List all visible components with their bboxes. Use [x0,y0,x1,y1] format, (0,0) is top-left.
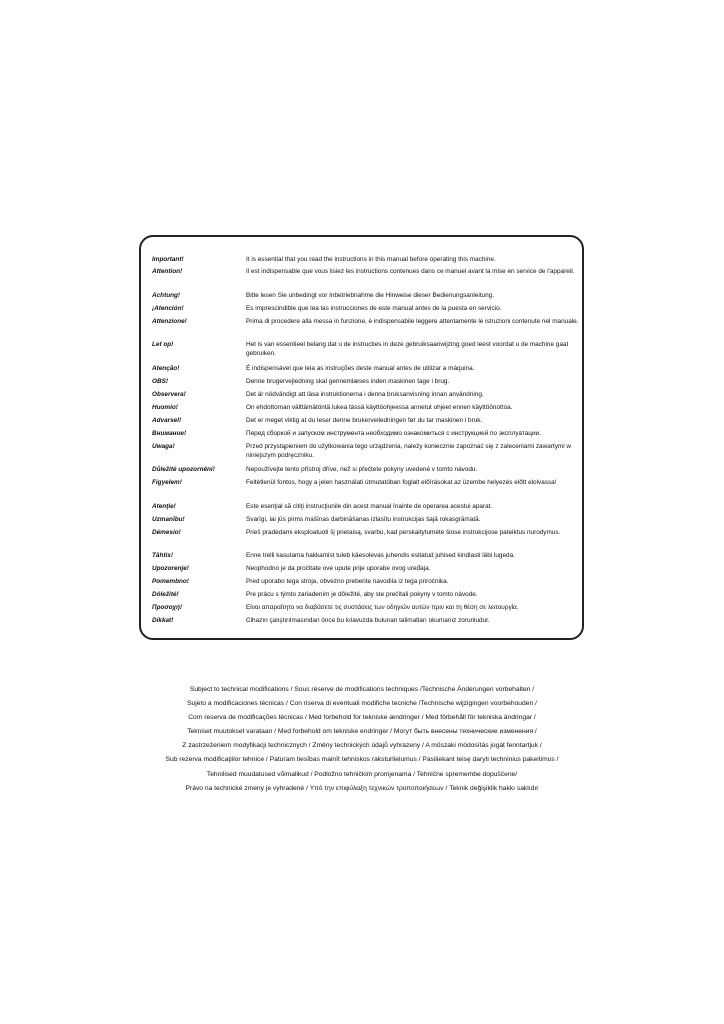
notice-label: Let op! [152,341,174,348]
notice-label: Pomembno! [152,578,189,585]
footer-line: Tehnilised muudatused võimalikud / Podložno tehničkim promjenama / Tehnične spremembe dopuščene/ [206,770,518,778]
footer-line: Z zastrzeżeniem modyfikacji technicznych / Změny technických údajů vyhrazeny / A műszaki módosítás jogát fenntartjuk / [182,742,542,750]
notice-label: Uzmanību! [152,516,185,523]
notice-label: Dikkat! [152,617,174,624]
notice-text: Het is van essentieel belang dat u de instructies in deze gebruiksaanwijzing goed leest voordat u de machine gaat gebruiken. [246,341,569,357]
notice-text: Det er meget viktig at du leser denne brukerveiledningen før du tar maskinen i bruk. [246,417,483,424]
notice-label: Dôležité! [152,591,179,598]
notice-text: Перед сборкой и запуском инструмента необходимо ознакомиться с инструкцией по эксплуатации. [246,430,541,437]
notice-label: Achtung! [152,292,181,299]
notice-label: Figyelem! [152,479,182,486]
notice-text: On ehdottoman välttämätöntä lukea tässä käyttöohjeessa annetut ohjeet ennen käyttöönottoa. [246,404,513,411]
technical-modifications-footer [0,683,724,796]
footer-line: Subject to technical modifications / Sous réserve de modifications techniques /Technische Änderungen vorbehalten / [189,686,535,693]
notice-text: Pre prácu s týmto zariadením je dôležité, aby ste prečítali pokyny v tomto návode. [246,591,478,598]
notice-text: Feltétlenül fontos, hogy a jelen használati útmutatóban foglalt előírásokat az üzembe helyezés előtt elolvassa! [246,479,557,486]
footer-line: Právo na technické zmeny je vyhradené / Υπό την επιφύλαξη τεχνικών τροποποιήσεων / Teknik değişiklik hakkı saklıdır [185,784,539,792]
notice-label: Tähtis! [152,552,173,559]
notice-label: Dėmesio! [152,529,181,536]
notice-label: OBS! [152,378,168,385]
notice-label: Attenzione! [152,318,187,325]
notice-text: Bitte lesen Sie unbedingt vor Inbetriebnahme die Hinweise dieser Bedienungsanleitung. [246,292,494,299]
notice-text: Prima di procedere alla messa in funzione, è indispensabile leggere attentamente le istruzioni contenute nel manuale. [246,318,579,325]
notice-text: É indispensável que leia as instruções deste manual antes de utilizar a máquina. [246,365,475,372]
footer-line: Tekniset muutokset varataan / Med forbehold om tekniske endringer / Могут быть внесены технические изменения / [187,728,537,736]
notice-label: Προσοχή! [152,604,183,611]
notice-text: Denne brugervejledning skal gennemlæses inden maskinen tage i brug. [246,378,450,385]
notice-text: Pred uporabo tega stroja, obvezno preberite navodila iz tega priročnika. [246,578,449,585]
notice-text: Enne trelli kasutama hakkamist tuleb käesolevas juhendis esitatud juhised kindlasti läbi lugeda. [246,552,515,559]
notice-text: Cihazın çalıştırılmasından önce bu kılavuzda bulunan talimatları okumanız zorunludur. [246,617,490,624]
footer-line: Sub rezerva modificaţiilor tehnice / Paturam tiesības mainīt tehniskos raksturlielumus / Pasiliekant teisę daryti techninius pakeitimus / [165,756,559,764]
notice-label: Huomio! [152,404,178,411]
notice-label: Внимание! [152,430,187,437]
notice-label: Observera! [152,391,186,398]
notice-label: Upozorenje! [152,565,189,572]
notice-label: Důležité upozornění! [152,466,215,473]
notice-label: Advarsel! [152,417,182,424]
notice-label: Attention! [152,268,183,275]
notice-label: ¡Atención! [152,305,184,312]
notice-text: Es imprescindible que lea las instrucciones de este manual antes de la puesta en servicio. [246,305,502,312]
notice-text: Este esenţial să citiţi instrucţiunile din acest manual înainte de operarea acestui aparat. [246,503,493,510]
notice-label: Atenţie! [152,503,176,510]
notice-text: Nepoužívejte tento přístroj dříve, než si přečtete pokyny uvedené v tomto návodu. [246,466,478,473]
footer-line: Com reserva de modificações técnicas / Med forbehold for tekniske ændringer / Med förbehåll för tekniska ändringar / [188,714,536,722]
notice-text: Przed przystąpieniem do użytkowania tego urządzenia, należy koniecznie zapoznać się z zaleceniami zawartymi w niniejszym podręczniku. [246,443,572,459]
notice-label: Atenção! [152,365,180,372]
notice-text: Prieš pradėdami eksploatuoti šį prietaisą, svarbu, kad perskaitytumėte šiose instrukcijose pateiktus nurodymus. [246,529,561,536]
important-notice-box [139,235,584,640]
footer-line: Sujeto a modificaciones técnicas / Con riserva di eventuali modifiche tecniche /Technische wijzigingen voorbehouden / [187,700,537,708]
notice-text: Il est indispensable que vous lisiez les instructions contenues dans ce manuel avant la mise en service de l'appareil. [246,268,575,275]
notice-text: Svarīgi, lai jūs pirms mašīnas darbināšanas izlasītu instrukcijas šajā rokasgrāmatā. [246,516,481,523]
notice-label: Important! [152,256,184,263]
notice-text: It is essential that you read the instructions in this manual before operating this machine. [246,256,496,263]
notice-text: Είναι απαραίτητο να διαβάσετε τις συστάσεις των οδηγιών αυτών πριν και τη θέση σε λειτουργία. [246,604,519,611]
notice-text: Neophodno je da pročitate ove upute prije uporabe ovog uređaja. [246,565,431,572]
notice-label: Uwaga! [152,443,175,450]
notice-text: Det är nödvändigt att läsa instruktionerna i denna bruksanvisning innan användning. [246,391,484,398]
